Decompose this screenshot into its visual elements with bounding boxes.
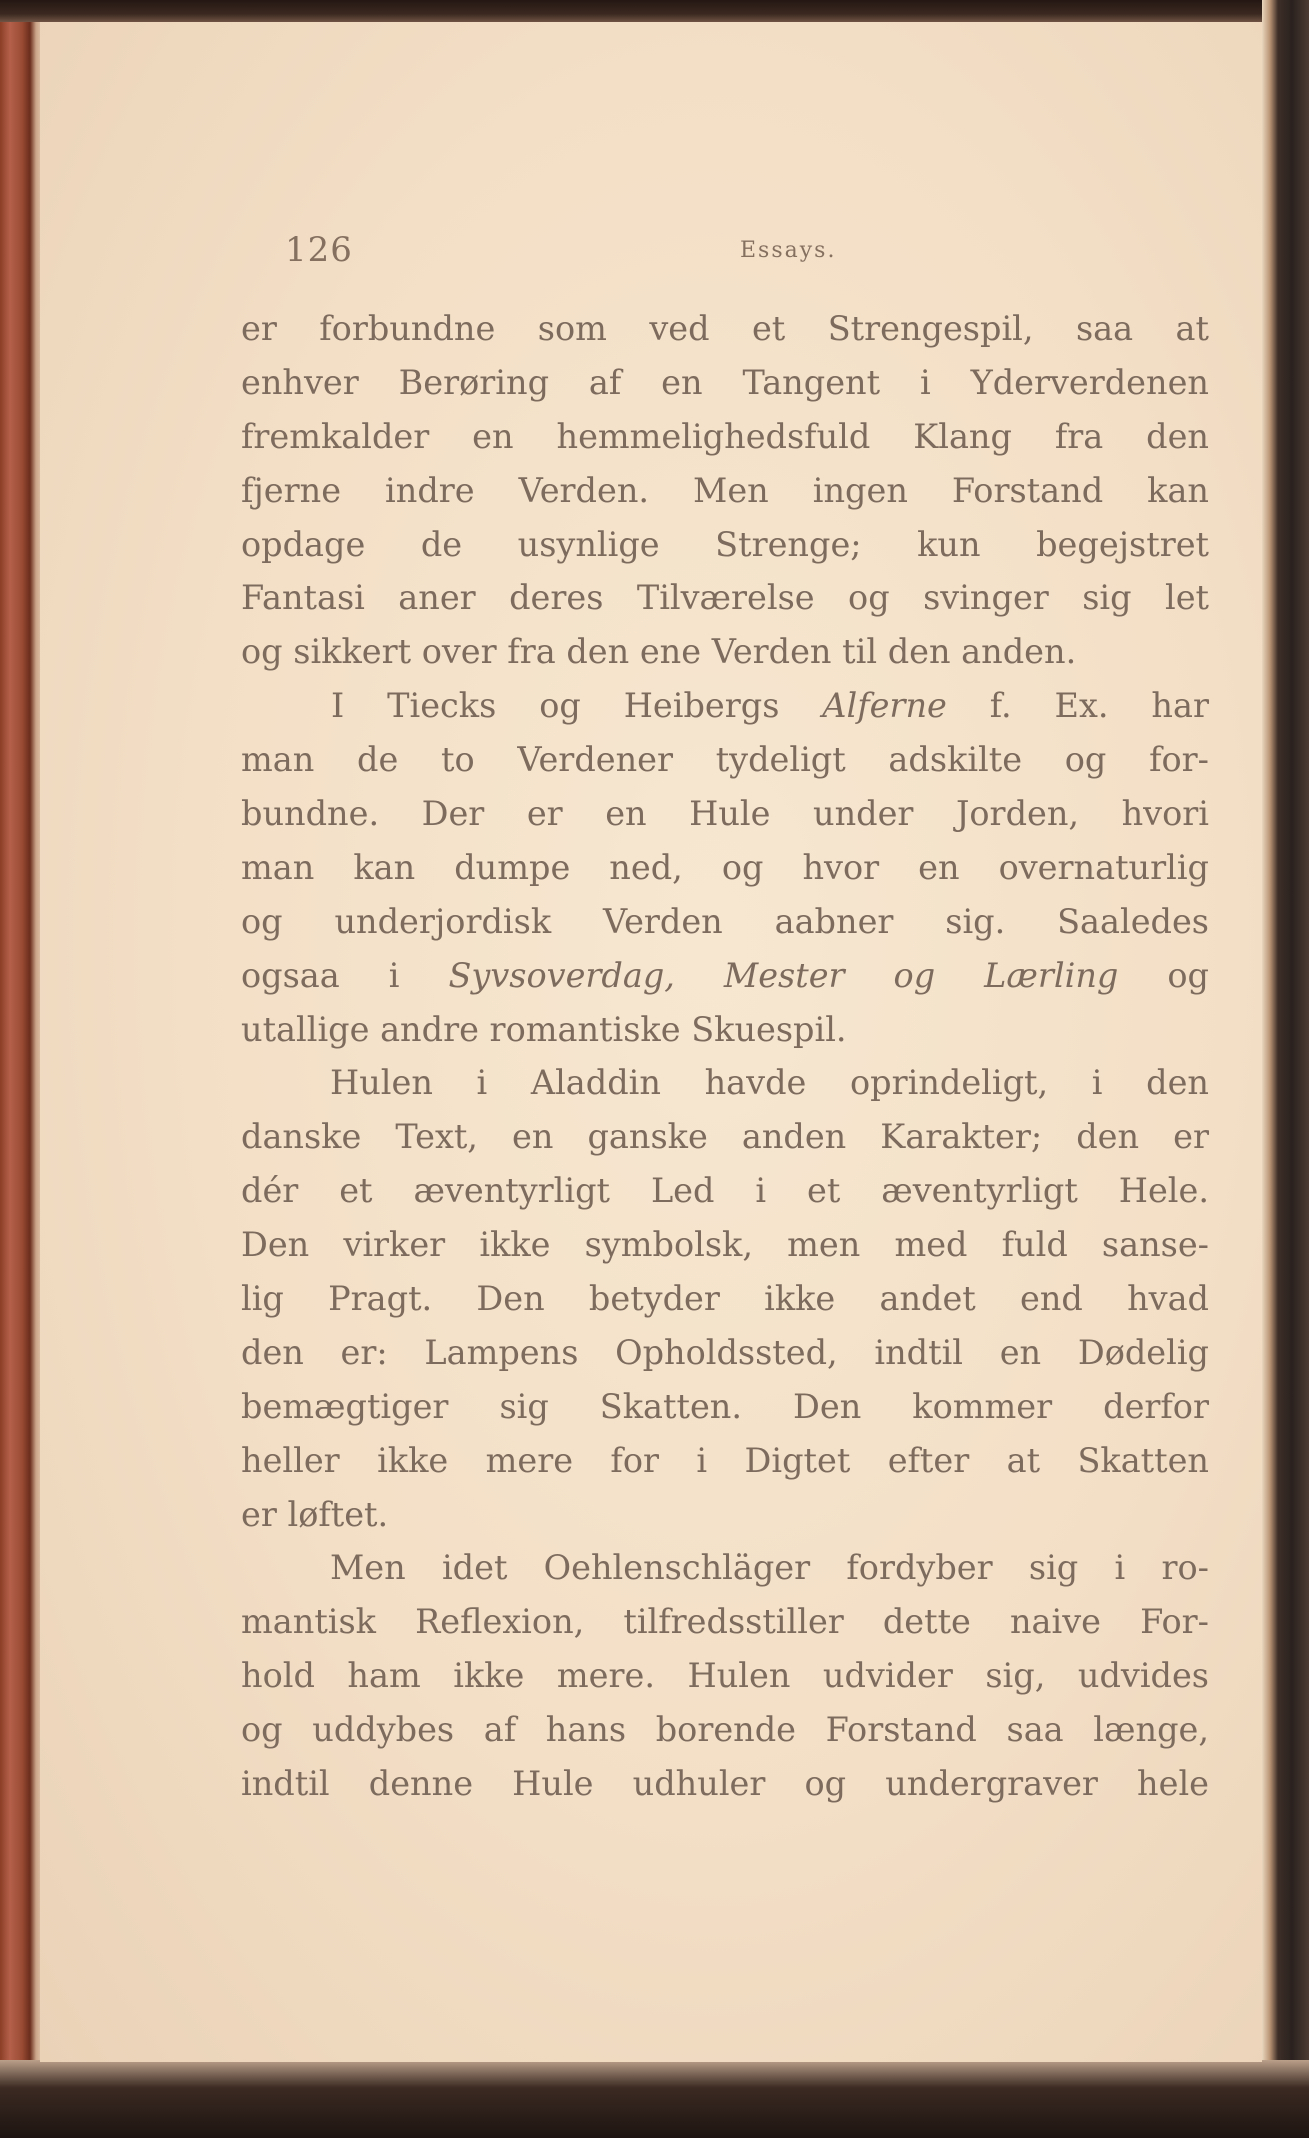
text-line: Men idet Oehlenschläger fordyber sig i ro- — [330, 1548, 1209, 1588]
text-line: og uddybes af hans borende Forstand saa længe, — [241, 1710, 1209, 1750]
italic-title: Alferne — [822, 686, 947, 726]
running-title: Essays. — [740, 238, 837, 263]
text-line: Den virker ikke symbolsk, men med fuld sanse- — [241, 1225, 1209, 1265]
text-line: utallige andre romantiske Skuespil. — [241, 1009, 847, 1049]
text-line: er løftet. — [241, 1494, 389, 1534]
text-run: og — [1118, 955, 1209, 995]
text-run: ogsaa i — [241, 955, 449, 995]
text-line: lig Pragt. Den betyder ikke andet end hvad — [241, 1279, 1209, 1319]
page-number: 126 — [285, 230, 353, 270]
text-line: Fantasi aner deres Tilværelse og svinger sig let — [241, 578, 1209, 618]
text-run: f. Ex. har — [946, 686, 1209, 726]
text-line: fjerne indre Verden. Men ingen Forstand kan — [241, 470, 1209, 510]
running-head — [285, 230, 845, 270]
text-line — [241, 679, 1209, 733]
text-line: mantisk Reflexion, tilfredsstiller dette naive For- — [241, 1602, 1209, 1642]
text-line: opdage de usynlige Strenge; kun begejstret — [241, 524, 1209, 564]
italic-title: Syvsoverdag, Mester og Lærling — [448, 955, 1119, 995]
text-line: Hulen i Aladdin havde oprindeligt, i den — [330, 1063, 1209, 1103]
top-edge-shadow — [0, 0, 1309, 22]
text-line: man kan dumpe ned, og hvor en overnaturlig — [241, 847, 1209, 887]
text-line: enhver Berøring af en Tangent i Yderverdenen — [241, 362, 1209, 402]
text-line: danske Text, en ganske anden Karakter; den er — [241, 1117, 1209, 1157]
text-line: indtil denne Hule udhuler og undergraver hele — [241, 1764, 1209, 1804]
text-line: fremkalder en hemmelighedsfuld Klang fra den — [241, 416, 1209, 456]
text-line: den er: Lampens Opholdssted, indtil en Dødelig — [241, 1332, 1209, 1372]
text-line: og underjordisk Verden aabner sig. Saaledes — [241, 901, 1209, 941]
bottom-edge-shadow — [0, 2060, 1309, 2138]
text-run: I Tiecks og Heibergs — [331, 686, 823, 726]
text-line: bemægtiger sig Skatten. Den kommer derfor — [241, 1386, 1209, 1426]
text-line: og sikkert over fra den ene Verden til den anden. — [241, 632, 1077, 672]
body-text — [241, 302, 1209, 1811]
text-line: dér et æventyrligt Led i et æventyrligt Hele. — [241, 1171, 1209, 1211]
book-right-edge — [1262, 0, 1309, 2138]
text-line: heller ikke mere for i Digtet efter at Skatten — [241, 1440, 1209, 1480]
text-line — [241, 949, 1209, 1003]
text-line: man de to Verdener tydeligt adskilte og for- — [241, 740, 1209, 780]
text-line: bundne. Der er en Hule under Jorden, hvori — [241, 794, 1209, 834]
text-line: hold ham ikke mere. Hulen udvider sig, udvides — [241, 1656, 1209, 1696]
text-line: er forbundne som ved et Strengespil, saa at — [241, 309, 1209, 348]
